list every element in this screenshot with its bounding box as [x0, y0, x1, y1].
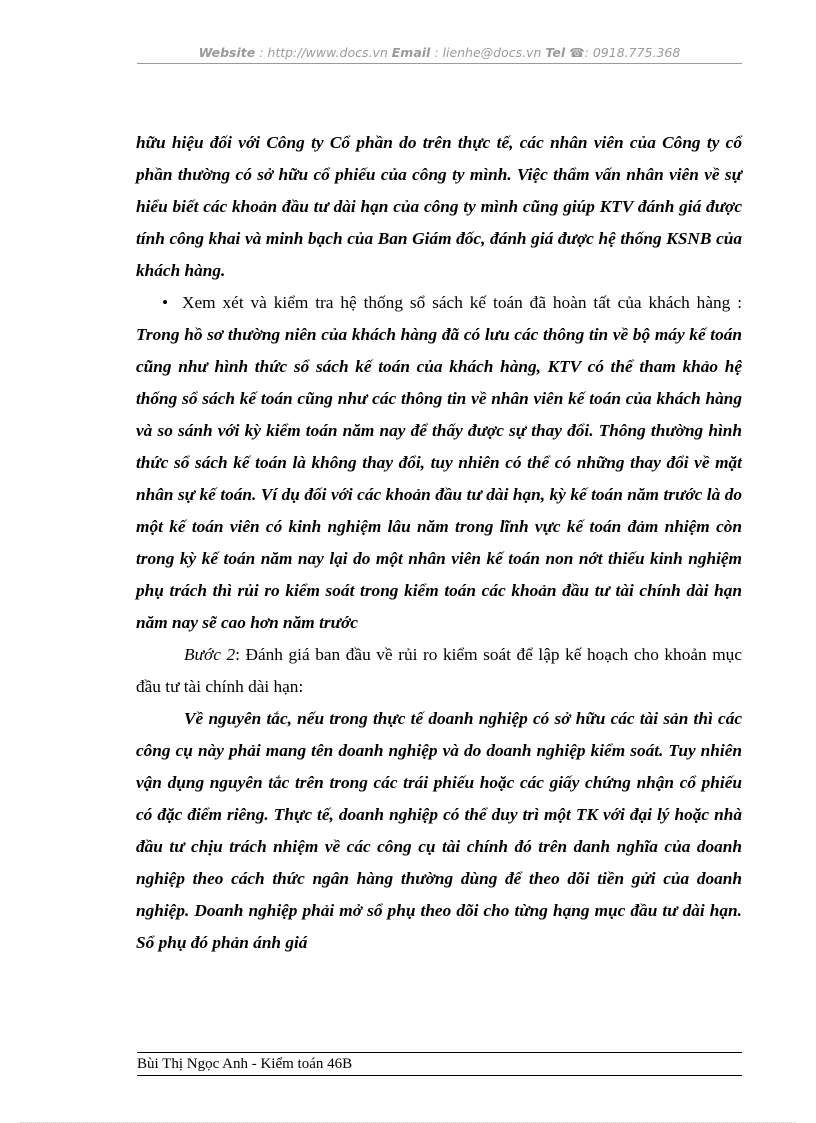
tel-label: Tel: [545, 45, 566, 60]
paragraph-4: Về nguyên tắc, nếu trong thực tế doanh nghiệp có sở hữu các tài sản thì các công cụ này phải mang tên doanh nghiệp và do doanh nghiệp kiểm soát. Tuy nhiên vận dụng nguyên tắc trên trong các trái phiếu hoặc các giấy chứng nhận cổ phiếu có đặc điểm riêng. Thực tế, doanh nghiệp có thể duy trì một TK với đại lý hoặc nhà đầu tư chịu trách nhiệm về các công cụ tài chính đó trên danh nghĩa của doanh nghiệp theo cách thức ngân hàng thường dùng để theo dõi tiền gửi của doanh nghiệp. Doanh nghiệp phải mở sổ phụ theo dõi cho từng hạng mục đầu tư dài hạn. Sổ phụ đó phản ánh giá: [136, 709, 742, 952]
step-text: : Đánh giá ban đầu về rủi ro kiểm soát để lập kế hoạch cho khoản mục đầu tư tài chính dài hạn:: [136, 645, 742, 696]
phone-icon: ☎: [569, 45, 585, 60]
email-address: : lienhe@docs.vn: [430, 45, 546, 60]
website-label: Website: [198, 45, 256, 60]
paragraph-2-body: Trong hồ sơ thường niên của khách hàng đã có lưu các thông tin về bộ máy kế toán cũng như hình thức sổ sách kế toán của khách hàng, KTV có thể tham khảo hệ thống sổ sách kế toán cũng như các thông tin về nhân viên kế toán của khách hàng và so sánh với kỳ kiểm toán năm nay để thấy được sự thay đổi. Thông thường hình thức sổ sách kế toán là không thay đổi, tuy nhiên có thể có những thay đổi về mặt nhân sự kế toán. Ví dụ đối với các khoản đầu tư dài hạn, kỳ kế toán năm trước là do một kế toán viên có kinh nghiệm lâu năm trong lĩnh vực kế toán đảm nhiệm còn trong kỳ kế toán năm nay lại do một nhân viên kế toán non nớt thiếu kinh nghiệm phụ trách thì rủi ro kiểm soát trong kiểm toán các khoản đầu tư tài chính dài hạn năm nay sẽ cao hơn năm trước: [136, 325, 742, 632]
document-body: [136, 127, 742, 959]
paragraph-2: [136, 287, 742, 639]
tel-number: : 0918.775.368: [584, 45, 681, 60]
footer-rule-top: [137, 1052, 742, 1053]
footer-rule-bottom: [137, 1075, 742, 1076]
website-url: : http://www.docs.vn: [255, 45, 392, 60]
paragraph-1: hữu hiệu đối với Công ty Cổ phần do trên thực tế, các nhân viên của Công ty cổ phần thường có sở hữu cổ phiếu của công ty mình. Việc thẩm vấn nhân viên về sự hiểu biết các khoản đầu tư dài hạn của công ty mình cũng giúp KTV đánh giá được tính công khai và minh bạch của Ban Giám đốc, đánh giá được hệ thống KSNB của khách hàng.: [136, 133, 742, 280]
footer-author: Bùi Thị Ngọc Anh - Kiểm toán 46B: [137, 1056, 353, 1072]
paragraph-3: [136, 639, 742, 703]
page-header: [137, 45, 742, 64]
step-label: Bước 2: [184, 645, 236, 664]
bullet-icon: •: [162, 293, 169, 312]
paragraph-2-lead: Xem xét và kiểm tra hệ thống sổ sách kế toán đã hoàn tất của khách hàng :: [182, 293, 742, 312]
email-label: Email: [391, 45, 431, 60]
